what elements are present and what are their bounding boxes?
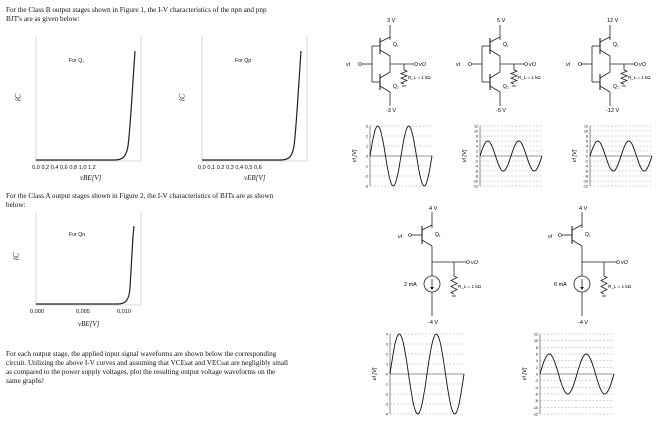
y-tick-label: -8 (584, 174, 588, 179)
output-label: vO (639, 62, 647, 68)
load-resistor (511, 70, 517, 84)
y-tick-label: 12 (534, 332, 538, 337)
emitter-leg (600, 72, 610, 78)
x-label-qn: vBE[V] (78, 320, 100, 328)
output-terminal (467, 261, 470, 264)
y-tick-label: 2 (476, 149, 478, 154)
class-a-stage-1 (398, 206, 482, 326)
load-resistor (401, 70, 407, 84)
input-label: vI (456, 62, 461, 68)
q2-label: Q₂ (503, 84, 509, 90)
y-tick-label: 1 (386, 362, 388, 367)
output-terminal (415, 63, 418, 66)
emitter-leg (422, 240, 432, 246)
collector-leg (490, 86, 500, 92)
supply-positive-label: 5 V (497, 18, 506, 24)
y-tick-label: 3 (386, 342, 388, 347)
y-tick-label: -1 (384, 382, 388, 387)
y-tick-label: -12 (472, 184, 478, 189)
iv-curve-q1 (14, 36, 144, 164)
x-tick-0: 0,000 (30, 309, 44, 315)
y-tick-label: -10 (532, 405, 538, 410)
load-label: R_L = 1 kΩ (628, 75, 651, 80)
y-tick-label: 0 (476, 154, 478, 159)
ic-axis-label: iC (11, 252, 21, 261)
plot-label-qn: For Qn (69, 232, 86, 238)
input-graph-fig1-3 (572, 125, 652, 189)
output-label: vO (621, 260, 629, 266)
y-tick-label: 4 (476, 144, 478, 149)
collector-leg (600, 37, 610, 42)
y-tick-label: 10 (534, 339, 538, 344)
load-label: R_L = 1 kΩ (458, 284, 482, 289)
y-tick-label: 2 (536, 365, 538, 370)
q1-label: Q₁ (393, 42, 399, 48)
y-tick-label: -12 (582, 184, 588, 189)
input-label: vI (346, 62, 351, 68)
supply-negative-label: -4 V (428, 320, 439, 326)
supply-positive-label: 4 V (579, 206, 588, 212)
question-line3: as compared to the power supply voltages, plot the resulting output voltage waveforms on the (6, 368, 276, 376)
plot-label-q1: For Q₁ (69, 58, 85, 64)
input-graph-fig2-1 (372, 333, 464, 417)
y-tick-label: 1 (366, 144, 368, 149)
load-resistor (601, 276, 607, 294)
supply-negative-label: -4 V (578, 320, 589, 326)
class-b-stage-1 (346, 18, 431, 114)
supply-positive-label: 3 V (387, 18, 396, 24)
y-tick-label: -4 (384, 412, 388, 417)
input-label: vI (566, 62, 571, 68)
supply-negative-label: -5 V (496, 108, 507, 114)
ic-axis-label: iC (13, 93, 23, 102)
y-tick-label: -6 (474, 169, 478, 174)
iv-plot-qn (11, 212, 144, 332)
current-source-label: 6 mA (554, 282, 567, 288)
x-label-qp: vEB[V] (244, 174, 266, 182)
class-a-intro-line1: For the Class A output stages shown in Figure 2, the I-V characteristics of BJTs are as shown (6, 192, 274, 200)
figure-1-svg (340, 10, 670, 200)
y-axis-label: vI [V] (522, 367, 528, 381)
iv-curve-qn (14, 212, 144, 308)
y-axis-label: vI [V] (352, 149, 358, 163)
collector-leg (380, 37, 390, 42)
y-axis-label: vI [V] (462, 149, 468, 163)
output-label: vO (419, 62, 427, 68)
y-tick-label: -6 (534, 392, 538, 397)
collector-leg (600, 86, 610, 92)
class-a-intro-line2: below: (6, 201, 26, 209)
x-tick-2: 0,010 (117, 309, 131, 315)
y-tick-label: 8 (536, 345, 538, 350)
emitter-leg (572, 240, 582, 246)
q2-label: Q₂ (613, 84, 619, 90)
emitter-leg (600, 50, 610, 56)
iv-plot-q1 (14, 36, 144, 186)
y-tick-label: -2 (364, 174, 368, 179)
q-label: Q₁ (435, 232, 441, 238)
collector-leg (380, 86, 390, 92)
q1-label: Q₁ (613, 42, 619, 48)
load-label: R_L = 1 kΩ (608, 284, 632, 289)
question-line2: circuit. Utilizing the above I-V curves and assuming that VCEsat and VECsat are negligibly small (6, 359, 289, 367)
y-tick-label: 10 (474, 129, 478, 134)
emitter-leg (490, 72, 500, 78)
y-tick-label: -4 (534, 385, 538, 390)
supply-positive-label: 4 V (429, 206, 438, 212)
class-b-intro-line2: BJT's are as given below: (6, 15, 80, 23)
y-tick-label: 4 (536, 359, 538, 364)
y-tick-label: -12 (532, 412, 538, 417)
ic-axis-label: iC (177, 93, 187, 102)
y-tick-label: 0 (386, 372, 388, 377)
y-tick-label: -3 (364, 184, 368, 189)
input-graph-fig1-1 (352, 125, 432, 189)
class-b-intro-line1: For the Class B output stages shown in Figure 1, the I-V characteristics of the npn and pnp (6, 6, 267, 14)
y-tick-label: 12 (474, 124, 478, 129)
y-tick-label: 0 (366, 154, 368, 159)
input-terminal (359, 63, 362, 66)
x-tick-1: 0,005 (76, 309, 90, 315)
load-resistor (451, 276, 457, 294)
class-a-stage-2 (548, 206, 632, 326)
emitter-leg (490, 50, 500, 56)
input-terminal (409, 234, 412, 237)
y-tick-label: 8 (586, 134, 588, 139)
y-axis-label: vI [V] (572, 149, 578, 163)
iv-plot-qp (177, 36, 310, 186)
y-tick-label: -10 (472, 179, 478, 184)
y-tick-label: -4 (474, 164, 478, 169)
y-tick-label: -2 (384, 392, 388, 397)
supply-negative-label: -12 V (606, 108, 620, 114)
y-tick-label: -2 (584, 159, 588, 164)
y-tick-label: 10 (584, 129, 588, 134)
current-source-label: 2 mA (404, 282, 417, 288)
iv-curve-qp (180, 36, 310, 164)
class-b-stage-2 (456, 18, 541, 114)
y-tick-label: 0 (536, 372, 538, 377)
y-tick-label: -4 (584, 164, 588, 169)
figure-2-svg (360, 200, 670, 436)
emitter-leg (380, 72, 390, 78)
y-tick-label: -1 (364, 164, 368, 169)
y-tick-label: 2 (366, 134, 368, 139)
question-line1: For each output stage, the applied input signal waveforms are shown below the corresponding (6, 350, 277, 358)
x-ticks-q1: 0,0 0,2 0,4 0,6 0,8 1,0 1,2 (32, 165, 96, 171)
y-tick-label: -3 (384, 402, 388, 407)
y-tick-label: 6 (536, 352, 538, 357)
input-terminal (559, 234, 562, 237)
supply-positive-label: 12 V (607, 18, 619, 24)
emitter-leg (380, 50, 390, 56)
collector-leg (572, 225, 582, 230)
output-label: vO (529, 62, 537, 68)
y-tick-label: 6 (586, 139, 588, 144)
input-label: vI (398, 234, 403, 240)
question-line4: same graphs! (6, 377, 45, 385)
y-tick-label: -6 (584, 169, 588, 174)
load-label: R_L = 1 kΩ (518, 75, 541, 80)
y-tick-label: 12 (584, 124, 588, 129)
input-label: vI (548, 234, 553, 240)
y-tick-label: 2 (386, 352, 388, 357)
output-label: vO (471, 260, 479, 266)
y-tick-label: -2 (534, 379, 538, 384)
y-tick-label: 8 (476, 134, 478, 139)
input-terminal (579, 63, 582, 66)
q1-label: Q₁ (503, 42, 509, 48)
class-b-stage-3 (566, 18, 651, 114)
plot-label-qp: For Qp (235, 58, 252, 64)
y-tick-label: 6 (476, 139, 478, 144)
q-label: Q₁ (585, 232, 591, 238)
output-terminal (635, 63, 638, 66)
output-terminal (617, 261, 620, 264)
y-tick-label: 0 (586, 154, 588, 159)
load-resistor (621, 70, 627, 84)
y-axis-label: vI [V] (372, 367, 378, 381)
y-tick-label: -2 (474, 159, 478, 164)
output-terminal (525, 63, 528, 66)
y-tick-label: 4 (586, 144, 588, 149)
y-tick-label: 2 (586, 149, 588, 154)
input-terminal (469, 63, 472, 66)
x-ticks-qp: 0,0 0,1 0,2 0,3 0,4 0,5 0,6 (198, 165, 262, 171)
y-tick-label: 4 (386, 332, 388, 337)
y-tick-label: -8 (474, 174, 478, 179)
y-tick-label: -8 (534, 399, 538, 404)
y-tick-label: -10 (582, 179, 588, 184)
input-graph-fig1-2 (462, 125, 542, 189)
collector-leg (490, 37, 500, 42)
load-label: R_L = 1 kΩ (408, 75, 431, 80)
x-label-q1: vBE[V] (80, 174, 102, 182)
q2-label: Q₂ (393, 84, 399, 90)
collector-leg (422, 225, 432, 230)
supply-negative-label: -3 V (386, 108, 397, 114)
input-graph-fig2-2 (522, 333, 614, 417)
y-tick-label: 3 (366, 124, 368, 129)
